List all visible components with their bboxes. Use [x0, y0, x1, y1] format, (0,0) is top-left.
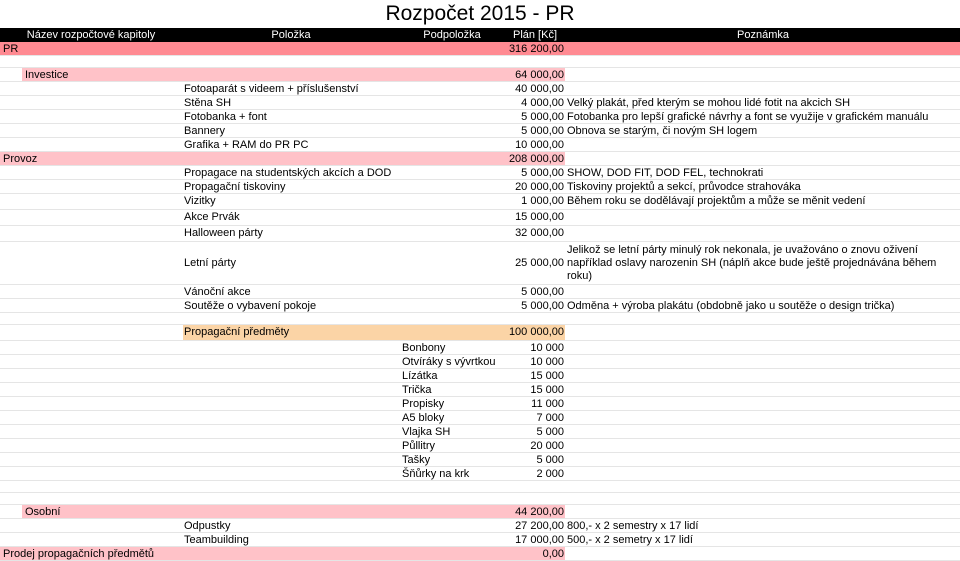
- item-note: 800,- x 2 semestry x 17 lidí: [567, 520, 699, 532]
- subitem-name: Tašky: [402, 454, 431, 466]
- subitem-value: 20 000: [530, 440, 564, 452]
- table-row: [0, 110, 960, 124]
- item-note: SHOW, DOD FIT, DOD FEL, technokrati: [567, 167, 764, 179]
- table-row: [0, 96, 960, 110]
- page-title: Rozpočet 2015 - PR: [385, 2, 575, 25]
- subitem-value: 11 000: [531, 398, 564, 410]
- list-item: [0, 453, 960, 467]
- list-item: [0, 467, 960, 481]
- table-row: [0, 124, 960, 138]
- investice-label: Investice: [25, 69, 69, 81]
- item-name: Bannery: [184, 125, 225, 137]
- item-name: Propagace na studentských akcích a DOD: [184, 167, 392, 179]
- item-plan: 25 000,00: [515, 256, 564, 269]
- table-row: [0, 226, 960, 242]
- item-plan: 10 000,00: [515, 139, 564, 151]
- list-item: [0, 341, 960, 355]
- table-row: [0, 519, 960, 533]
- predmety-row: [0, 325, 960, 341]
- prodej-plan: 0,00: [542, 548, 564, 560]
- list-item: [0, 355, 960, 369]
- item-plan: 5 000,00: [521, 111, 564, 123]
- item-note: Během roku se dodělávají projektům a může se měnit vedení: [567, 195, 866, 207]
- osobni-label: Osobní: [25, 506, 61, 518]
- item-note: [567, 226, 957, 241]
- table-row: [0, 285, 960, 299]
- item-note: Fotobanka pro lepší grafické návrhy a font se využije v grafickém manuálu: [567, 111, 929, 123]
- item-plan: 27 200,00: [515, 520, 564, 532]
- osobni-plan: 44 200,00: [515, 506, 564, 518]
- prodej-row: [0, 547, 960, 561]
- spacer-row: [0, 481, 960, 493]
- table-row: [0, 533, 960, 547]
- header-kapitola: Název rozpočtové kapitoly: [26, 29, 156, 41]
- investice-plan: 64 000,00: [515, 69, 564, 81]
- item-name: Soutěže o vybavení pokoje: [184, 300, 317, 312]
- item-name: Teambuilding: [184, 534, 249, 546]
- subitem-value: 2 000: [536, 468, 564, 480]
- subitem-name: Bonbony: [402, 342, 446, 354]
- list-item: [0, 383, 960, 397]
- item-note: Odměna + výroba plakátu (obdobně jako u soutěže o design trička): [567, 300, 895, 312]
- subitem-value: 15 000: [530, 384, 564, 396]
- subitem-value: 5 000: [536, 426, 564, 438]
- header-podpolozka: Podpoložka: [423, 29, 481, 41]
- prodej-label: Prodej propagačních předmětů: [3, 548, 155, 560]
- table-row: [0, 180, 960, 194]
- table-row: [0, 194, 960, 210]
- item-name: Vánoční akce: [184, 286, 251, 298]
- subitem-name: Půllitry: [402, 440, 436, 452]
- list-item: [0, 411, 960, 425]
- list-item: [0, 397, 960, 411]
- item-plan: 5 000,00: [521, 300, 564, 312]
- item-plan: 40 000,00: [515, 83, 564, 95]
- pr-plan: 316 200,00: [508, 43, 564, 55]
- subitem-value: 7 000: [536, 412, 564, 424]
- item-name: Propagační tiskoviny: [184, 181, 286, 193]
- subitem-name: Vlajka SH: [402, 426, 451, 438]
- item-note: 500,- x 2 semetry x 17 lidí: [567, 534, 693, 546]
- header-polozka: Položka: [271, 29, 311, 41]
- item-note: Jelikož se letní párty minulý rok nekonala, je uvažováno o znovu oživení například oslavy narozenin SH (náplň akce bude ještě projednávána během roku): [567, 243, 937, 282]
- item-note: Velký plakát, před kterým se mohou lidé fotit na akcich SH: [567, 97, 851, 109]
- budget-sheet: [0, 28, 960, 561]
- spacer-row: [0, 313, 960, 325]
- item-plan: 5 000,00: [521, 167, 564, 179]
- item-plan: 17 000,00: [515, 534, 564, 546]
- item-note: [567, 138, 957, 151]
- investice-row: [0, 68, 960, 82]
- item-name: Fotobanka + font: [184, 111, 267, 123]
- item-plan: 20 000,00: [515, 181, 564, 193]
- item-plan: 32 000,00: [515, 227, 564, 239]
- item-plan: 15 000,00: [515, 211, 564, 223]
- subitem-value: 15 000: [530, 370, 564, 382]
- header-poznamka: Poznámka: [737, 29, 789, 41]
- list-item: [0, 439, 960, 453]
- subitem-name: Šňůrky na krk: [402, 468, 470, 480]
- subitem-value: 10 000: [530, 342, 564, 354]
- subitem-name: Propisky: [402, 398, 445, 410]
- provoz-row: [0, 152, 960, 166]
- spacer-row: [0, 493, 960, 505]
- item-plan: 4 000,00: [521, 97, 564, 109]
- item-note: [567, 210, 957, 225]
- table-row: [0, 210, 960, 226]
- subitem-name: Lízátka: [402, 370, 438, 382]
- list-item: [0, 425, 960, 439]
- item-plan: 5 000,00: [521, 125, 564, 137]
- item-note: [567, 285, 957, 298]
- predmety-label: Propagační předměty: [184, 326, 290, 338]
- subitem-name: Otvíráky s vývrtkou: [402, 356, 496, 368]
- table-row: [0, 166, 960, 180]
- table-row: [0, 138, 960, 152]
- item-note: [567, 82, 957, 95]
- provoz-plan: 208 000,00: [508, 153, 564, 165]
- item-plan: 5 000,00: [521, 286, 564, 298]
- osobni-row: [0, 505, 960, 519]
- item-note: Obnova se starým, či novým SH logem: [567, 125, 758, 137]
- header-plan: Plán [Kč]: [512, 29, 558, 41]
- item-name: Stěna SH: [184, 97, 232, 109]
- item-name: Akce Prvák: [184, 211, 240, 223]
- item-name: Vizitky: [184, 195, 216, 207]
- subitem-value: 5 000: [536, 454, 564, 466]
- header-row: [0, 28, 960, 42]
- item-name: Odpustky: [184, 520, 231, 532]
- provoz-label: Provoz: [3, 153, 38, 165]
- predmety-plan: 100 000,00: [508, 326, 564, 338]
- subitem-name: Trička: [402, 384, 432, 396]
- table-row: [0, 242, 960, 285]
- list-item: [0, 369, 960, 383]
- item-name: Halloween párty: [184, 227, 263, 239]
- pr-label: PR: [3, 43, 19, 55]
- table-row: [0, 82, 960, 96]
- pr-total-row: [0, 42, 960, 56]
- item-note: Tiskoviny projektů a sekcí, průvodce strahováka: [567, 181, 801, 193]
- item-plan: 1 000,00: [521, 195, 564, 207]
- item-name: Letní párty: [184, 256, 236, 269]
- subitem-name: A5 bloky: [402, 412, 445, 424]
- item-name: Fotoaparát s videem + příslušenství: [184, 83, 359, 95]
- spacer-row: [0, 56, 960, 68]
- table-row: [0, 299, 960, 313]
- subitem-value: 10 000: [530, 356, 564, 368]
- item-name: Grafika + RAM do PR PC: [184, 139, 309, 151]
